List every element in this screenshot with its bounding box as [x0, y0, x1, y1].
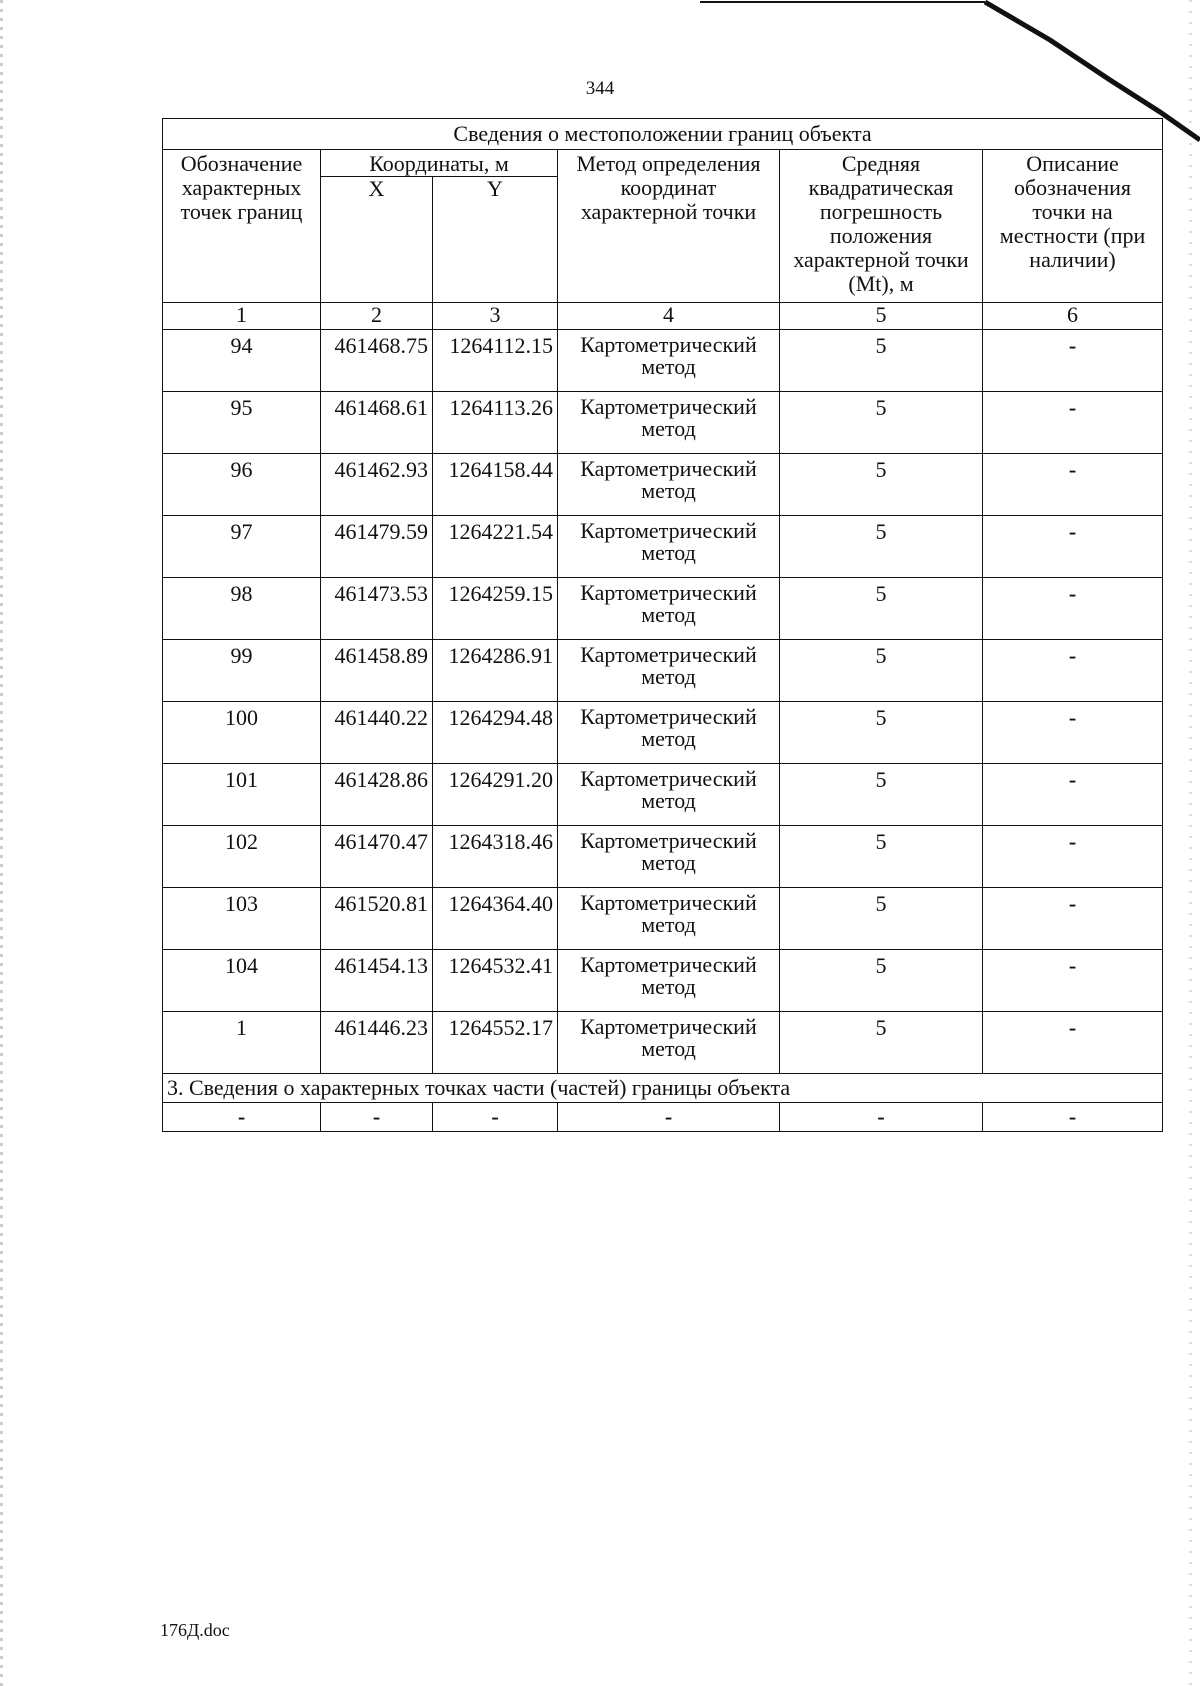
x-coordinate-cell: 461470.47: [321, 826, 433, 888]
header-coordinates: Координаты, м: [321, 150, 558, 177]
column-number: 1: [163, 303, 321, 330]
point-cell: 100: [163, 702, 321, 764]
description-cell: -: [983, 640, 1163, 702]
dash-cell: -: [780, 1103, 983, 1132]
point-cell: 104: [163, 950, 321, 1012]
x-coordinate-cell: 461468.61: [321, 392, 433, 454]
section-parts-title: 3. Сведения о характерных точках части (частей) границы объекта: [163, 1074, 1163, 1103]
description-cell: -: [983, 764, 1163, 826]
table-row: [163, 392, 1163, 454]
table-row: [163, 950, 1163, 1012]
method-cell: Картометрический метод: [558, 764, 780, 826]
header-description: Описание обозначения точки на местности (при наличии): [983, 150, 1163, 303]
table-title: Сведения о местоположении границ объекта: [163, 119, 1163, 150]
point-cell: 101: [163, 764, 321, 826]
x-coordinate-cell: 461454.13: [321, 950, 433, 1012]
error-cell: 5: [780, 702, 983, 764]
table-row: [163, 578, 1163, 640]
y-coordinate-cell: 1264112.15: [433, 330, 558, 392]
header-designation: Обозначение характерных точек границ: [163, 150, 321, 303]
section-parts-row: [163, 1103, 1163, 1132]
y-coordinate-cell: 1264364.40: [433, 888, 558, 950]
table-row: [163, 454, 1163, 516]
error-cell: 5: [780, 888, 983, 950]
y-coordinate-cell: 1264532.41: [433, 950, 558, 1012]
description-cell: -: [983, 826, 1163, 888]
table-row: [163, 330, 1163, 392]
method-cell: Картометрический метод: [558, 640, 780, 702]
method-cell: Картометрический метод: [558, 578, 780, 640]
column-number: 5: [780, 303, 983, 330]
description-cell: -: [983, 392, 1163, 454]
header-method: Метод определения координат характерной точки: [558, 150, 780, 303]
error-cell: 5: [780, 640, 983, 702]
table-row: [163, 640, 1163, 702]
column-number: 2: [321, 303, 433, 330]
page-number: 344: [585, 78, 615, 99]
error-cell: 5: [780, 516, 983, 578]
point-cell: 103: [163, 888, 321, 950]
point-cell: 96: [163, 454, 321, 516]
footer-filename: 176Д.doc: [160, 1620, 230, 1640]
error-cell: 5: [780, 330, 983, 392]
dash-cell: -: [558, 1103, 780, 1132]
header-y: Y: [433, 177, 558, 303]
x-coordinate-cell: 461462.93: [321, 454, 433, 516]
description-cell: -: [983, 578, 1163, 640]
y-coordinate-cell: 1264291.20: [433, 764, 558, 826]
header-error: Средняя квадратическая погрешность положения характерной точки (Mt), м: [780, 150, 983, 303]
dash-cell: -: [321, 1103, 433, 1132]
point-cell: 98: [163, 578, 321, 640]
dash-cell: -: [163, 1103, 321, 1132]
table-row: [163, 888, 1163, 950]
point-cell: 102: [163, 826, 321, 888]
description-cell: -: [983, 516, 1163, 578]
header-x: X: [321, 177, 433, 303]
table-row: [163, 1012, 1163, 1074]
y-coordinate-cell: 1264552.17: [433, 1012, 558, 1074]
dash-cell: -: [983, 1103, 1163, 1132]
description-cell: -: [983, 330, 1163, 392]
point-cell: 1: [163, 1012, 321, 1074]
boundary-table: [162, 118, 1163, 1132]
y-coordinate-cell: 1264113.26: [433, 392, 558, 454]
point-cell: 95: [163, 392, 321, 454]
column-number: 4: [558, 303, 780, 330]
x-coordinate-cell: 461479.59: [321, 516, 433, 578]
dash-cell: -: [433, 1103, 558, 1132]
method-cell: Картометрический метод: [558, 454, 780, 516]
column-number: 6: [983, 303, 1163, 330]
point-cell: 97: [163, 516, 321, 578]
y-coordinate-cell: 1264221.54: [433, 516, 558, 578]
y-coordinate-cell: 1264286.91: [433, 640, 558, 702]
y-coordinate-cell: 1264294.48: [433, 702, 558, 764]
method-cell: Картометрический метод: [558, 392, 780, 454]
error-cell: 5: [780, 1012, 983, 1074]
table-row: [163, 702, 1163, 764]
error-cell: 5: [780, 826, 983, 888]
error-cell: 5: [780, 764, 983, 826]
method-cell: Картометрический метод: [558, 1012, 780, 1074]
table-row: [163, 764, 1163, 826]
scan-edge-left: [0, 0, 3, 1686]
method-cell: Картометрический метод: [558, 702, 780, 764]
description-cell: -: [983, 702, 1163, 764]
method-cell: Картометрический метод: [558, 516, 780, 578]
column-number-row: [163, 303, 1163, 330]
method-cell: Картометрический метод: [558, 826, 780, 888]
x-coordinate-cell: 461440.22: [321, 702, 433, 764]
error-cell: 5: [780, 578, 983, 640]
x-coordinate-cell: 461520.81: [321, 888, 433, 950]
x-coordinate-cell: 461458.89: [321, 640, 433, 702]
y-coordinate-cell: 1264259.15: [433, 578, 558, 640]
error-cell: 5: [780, 950, 983, 1012]
description-cell: -: [983, 1012, 1163, 1074]
description-cell: -: [983, 888, 1163, 950]
column-number: 3: [433, 303, 558, 330]
description-cell: -: [983, 950, 1163, 1012]
scan-edge-right: [1189, 0, 1192, 1686]
table-row: [163, 516, 1163, 578]
error-cell: 5: [780, 392, 983, 454]
point-cell: 94: [163, 330, 321, 392]
method-cell: Картометрический метод: [558, 330, 780, 392]
y-coordinate-cell: 1264318.46: [433, 826, 558, 888]
table-row: [163, 826, 1163, 888]
x-coordinate-cell: 461473.53: [321, 578, 433, 640]
x-coordinate-cell: 461468.75: [321, 330, 433, 392]
y-coordinate-cell: 1264158.44: [433, 454, 558, 516]
description-cell: -: [983, 454, 1163, 516]
error-cell: 5: [780, 454, 983, 516]
x-coordinate-cell: 461446.23: [321, 1012, 433, 1074]
point-cell: 99: [163, 640, 321, 702]
x-coordinate-cell: 461428.86: [321, 764, 433, 826]
method-cell: Картометрический метод: [558, 888, 780, 950]
method-cell: Картометрический метод: [558, 950, 780, 1012]
